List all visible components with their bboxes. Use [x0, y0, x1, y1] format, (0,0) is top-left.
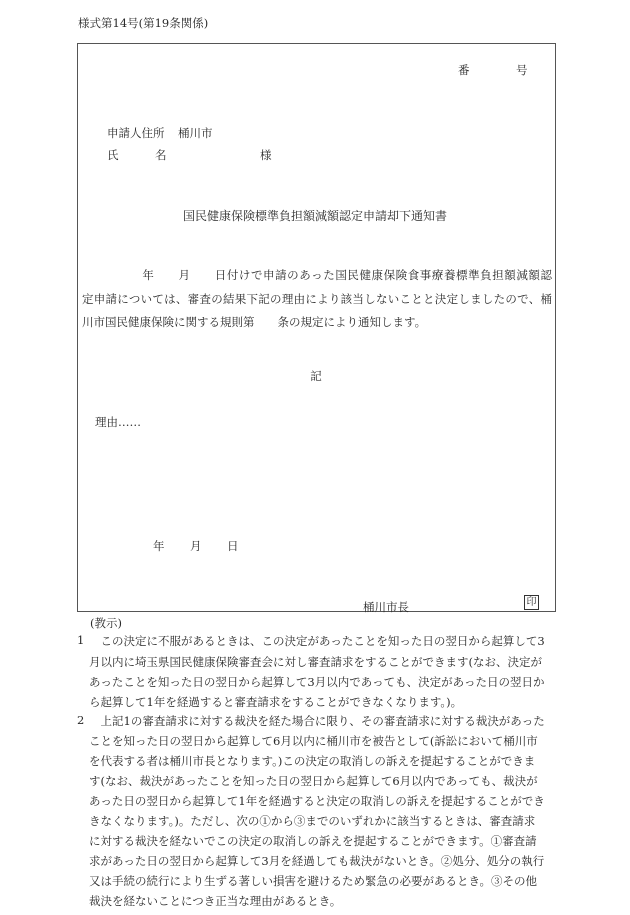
applicant-address-label: 申請人住所 [107, 126, 165, 140]
applicant-name-label-1: 氏 [107, 148, 119, 162]
note-2-line: 上記1の審査請求に対する裁決を経た場合に限り、その審査請求に対する裁決があった [89, 714, 545, 728]
note-2-line: きなくなります。)。ただし、次の①から③までのいずれかに該当するときは、審査請求 [89, 814, 536, 828]
note-2-line: 裁決を経ないことにつき正当な理由があるとき。 [89, 894, 342, 908]
instruction-heading: (教示) [90, 616, 122, 630]
form-number-label: 様式第14号(第19条関係) [78, 16, 209, 30]
note-2-line: 又は手続の続行により生ずる著しい損害を避けるため緊急の必要があるとき。③その他 [89, 874, 538, 888]
issuer-name: 桶川市長 [363, 600, 409, 614]
note-1-line: あったことを知った日の翌日から起算して3月以内であっても、決定があった日の翌日か [89, 675, 545, 689]
date-year-label: 年 [153, 539, 165, 553]
note-2-line: 求があった日の翌日から起算して3月を経過しても裁決がないとき。②処分、処分の執行 [89, 854, 545, 868]
note-2-line: あった日の翌日から起算して1年を経過すると決定の取消しの訴えを提起することができ [89, 794, 545, 808]
note-1-line: ら起算して1年を経過すると審査請求をすることができなくなります。)。 [89, 695, 463, 709]
note-number-2: 2 [77, 713, 85, 727]
seal-mark: 印 [524, 595, 539, 610]
note-1-line: この決定に不服があるときは、この決定があったことを知った日の翌日から起算して3 [89, 634, 545, 648]
date-month-label: 月 [190, 539, 202, 553]
honorific-sama: 様 [260, 148, 272, 162]
applicant-address-value: 桶川市 [178, 126, 213, 140]
number-label-go: 号 [516, 63, 528, 77]
date-day-label: 日 [227, 539, 239, 553]
note-2-line: す(なお、裁決があったことを知った日の翌日から起算して6月以内であっても、裁決が [89, 774, 538, 788]
applicant-name-label-2: 名 [155, 148, 167, 162]
note-1-line: 月以内に埼玉県国民健康保険審査会に対し審査請求をすることができます(なお、決定が [89, 655, 542, 669]
note-2-line: を代表する者は桶川市長となります。)この決定の取消しの訴えを提起することができま [89, 754, 536, 768]
body-line-2: 定申請については、審査の結果下記の理由により該当しないことと決定しましたので、桶 [82, 292, 552, 306]
note-2-line: ことを知った日の翌日から起算して6月以内に桶川市を被告として(訴訟において桶川市 [89, 734, 538, 748]
body-line-1: 年 月 日付けで申請のあった国民健康保険食事療養標準負担額減額認 [82, 268, 552, 282]
ki-heading: 記 [310, 369, 322, 383]
number-label-ban: 番 [458, 63, 470, 77]
body-line-3: 川市国民健康保険に関する規則第 条の規定により通知します。 [82, 315, 427, 329]
document-title: 国民健康保険標準負担額減額認定申請却下通知書 [182, 209, 447, 223]
note-2-line: に対する裁決を経ないでこの決定の取消しの訴えを提起することができます。①審査請 [89, 834, 537, 848]
reason-label: 理由…… [95, 415, 141, 429]
note-number-1: 1 [77, 633, 85, 647]
